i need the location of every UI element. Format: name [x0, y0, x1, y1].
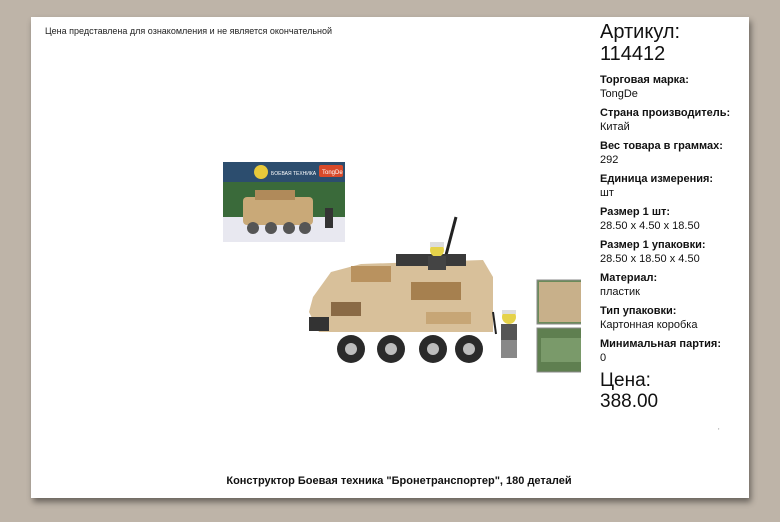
spec-item-size [600, 205, 745, 233]
spec-label: Торговая марка: [600, 74, 689, 86]
spec-min-order [600, 337, 745, 365]
spec-label: Размер 1 шт: [600, 206, 671, 218]
price-disclaimer: Цена представлена для ознакомления и не является окончательной [45, 26, 333, 36]
price-value: 388.00 [600, 391, 659, 412]
spec-value: 28.50 x 4.50 x 18.50 [600, 220, 700, 232]
article-number: 114412 [600, 43, 666, 65]
price-label: Цена: [600, 370, 651, 391]
spec-packaging [600, 304, 745, 332]
box-caption: БОЕВАЯ ТЕХНИКА [271, 171, 317, 177]
product-photo [221, 162, 581, 382]
spec-value: Китай [600, 121, 630, 133]
product-box-image [223, 162, 345, 242]
spec-weight [600, 139, 745, 167]
spec-label: Тип упаковки: [600, 305, 677, 317]
product-specs [600, 21, 745, 412]
spec-value: Картонная коробка [600, 319, 698, 331]
spec-value: 28.50 x 18.50 x 4.50 [600, 253, 700, 265]
spec-value: шт [600, 187, 614, 199]
catalog-sheet [31, 17, 749, 498]
spec-package-size [600, 238, 745, 266]
spec-value: 292 [600, 154, 619, 166]
product-title: Конструктор Боевая техника "Бронетранспортер", 180 деталей [226, 475, 572, 487]
spec-material [600, 271, 745, 299]
spec-value: TongDe [600, 88, 638, 100]
spec-brand [600, 73, 745, 101]
spec-value: пластик [600, 286, 640, 298]
stray-mark: ' [718, 427, 720, 436]
spec-label: Размер 1 упаковки: [600, 239, 706, 251]
spec-label: Страна производитель: [600, 107, 731, 119]
thumbnail-images [537, 280, 581, 372]
spec-label: Минимальная партия: [600, 338, 721, 350]
article-label: Артикул: [600, 21, 681, 43]
spec-value: 0 [600, 352, 607, 364]
spec-country [600, 106, 745, 134]
box-brand: TongDe [322, 170, 343, 176]
spec-label: Вес товара в граммах: [600, 140, 723, 152]
spec-label: Единица измерения: [600, 173, 714, 185]
spec-label: Материал: [600, 272, 658, 284]
spec-unit [600, 172, 745, 200]
